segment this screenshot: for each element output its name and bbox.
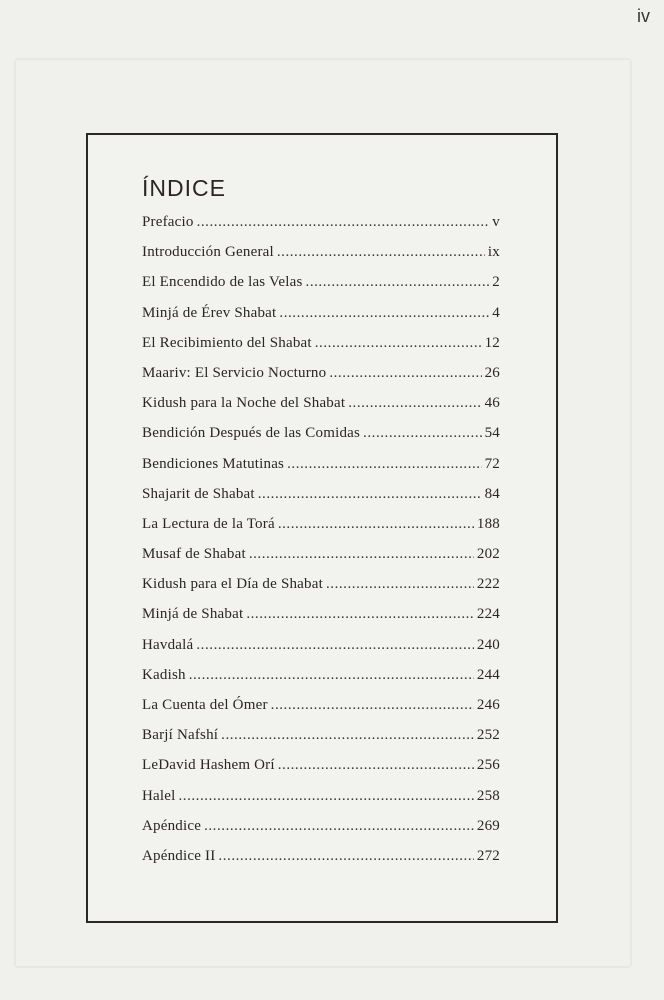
toc-entry <box>142 214 500 244</box>
toc-entry-page: 12 <box>484 334 500 351</box>
toc-entry <box>142 244 500 274</box>
dot-leader <box>315 335 482 352</box>
toc-entry <box>142 818 500 848</box>
toc-entry-page: 202 <box>476 546 500 563</box>
toc-entry <box>142 848 500 878</box>
toc-entry-title: Bendiciones Matutinas <box>142 455 285 472</box>
toc-entry <box>142 335 500 365</box>
toc-entry-page: 272 <box>476 847 500 864</box>
toc-entry-title: La Cuenta del Ómer <box>142 697 268 713</box>
toc-title: ÍNDICE <box>142 175 226 201</box>
toc-entry-page: 222 <box>476 576 500 593</box>
toc-entry <box>142 788 500 818</box>
dot-leader <box>278 516 474 533</box>
dot-leader <box>271 697 474 714</box>
toc-entry-title: Minjá de Érev Shabat <box>142 304 277 321</box>
toc-entry <box>142 757 500 787</box>
toc-entry-title: Shajarit de Shabat <box>142 485 255 502</box>
toc-entry <box>142 456 500 486</box>
dot-leader <box>306 274 490 291</box>
dot-leader <box>348 395 481 412</box>
toc-entry-title: La Lectura de la Torá <box>142 515 275 532</box>
toc-entry-title: Halel <box>142 787 176 804</box>
toc-entry-page: 256 <box>476 757 500 774</box>
dot-leader <box>178 788 473 805</box>
toc-entry-title: Prefacio <box>142 214 194 230</box>
dot-leader <box>218 848 473 865</box>
toc-entry-title: Kadish <box>142 666 186 683</box>
toc-entry <box>142 727 500 757</box>
toc-entry-page: 46 <box>484 395 500 412</box>
toc-entry-title: Apéndice <box>142 817 202 834</box>
page-number: iv <box>637 6 650 26</box>
toc-entry-title: Bendición Después de las Comidas <box>142 425 361 442</box>
toc-entry <box>142 305 500 335</box>
toc-entry-page: 246 <box>476 697 500 713</box>
toc-entry-title: Kidush para la Noche del Shabat <box>142 395 346 412</box>
dot-leader <box>363 425 482 442</box>
toc-entry-page: 4 <box>492 304 500 321</box>
toc-entry-title: Introducción General <box>142 244 274 261</box>
toc-entry <box>142 486 500 516</box>
toc-entry <box>142 395 500 425</box>
toc-entry-page: 240 <box>476 636 500 653</box>
toc-entry-page: v <box>492 214 500 230</box>
toc-entry-title: Kidush para el Día de Shabat <box>142 576 323 593</box>
toc-entry-page: 54 <box>484 425 500 442</box>
toc-entry <box>142 365 500 395</box>
toc-entry <box>142 606 500 636</box>
toc-entry-page: 244 <box>476 666 500 683</box>
dot-leader <box>204 818 474 835</box>
toc-entry-page: 269 <box>476 817 500 834</box>
dot-leader <box>196 637 474 654</box>
dot-leader <box>189 667 474 684</box>
toc-entry-page: ix <box>487 244 500 261</box>
toc-entry-title: Apéndice II <box>142 847 216 864</box>
toc-entry <box>142 516 500 546</box>
dot-leader <box>258 486 482 503</box>
dot-leader <box>278 757 474 774</box>
dot-leader <box>249 546 474 563</box>
toc-entry-title: Barjí Nafshí <box>142 727 219 744</box>
dot-leader <box>287 456 482 473</box>
toc-entry <box>142 667 500 697</box>
table-of-contents-box <box>86 133 558 923</box>
toc-entry-page: 252 <box>476 727 500 744</box>
toc-entry-title: Minjá de Shabat <box>142 606 244 623</box>
dot-leader <box>326 576 474 593</box>
toc-entry <box>142 425 500 455</box>
toc-entry <box>142 546 500 576</box>
toc-entry-page: 258 <box>476 787 500 804</box>
dot-leader <box>246 606 474 623</box>
toc-entry-page: 224 <box>476 606 500 623</box>
toc-entry <box>142 637 500 667</box>
toc-entry-title: El Recibimiento del Shabat <box>142 334 312 351</box>
toc-entry-title: Havdalá <box>142 636 194 653</box>
toc-entry <box>142 576 500 606</box>
toc-entry-page: 84 <box>484 485 500 502</box>
toc-entry <box>142 697 500 727</box>
toc-list <box>142 214 500 878</box>
toc-entry-page: 26 <box>484 364 500 381</box>
toc-entry-page: 2 <box>492 274 500 291</box>
toc-entry-title: Maariv: El Servicio Nocturno <box>142 364 327 381</box>
dot-leader <box>277 244 485 261</box>
toc-entry-title: Musaf de Shabat <box>142 546 246 563</box>
dot-leader <box>221 727 474 744</box>
dot-leader <box>279 305 489 322</box>
toc-entry-page: 188 <box>476 515 500 532</box>
dot-leader <box>197 214 490 231</box>
toc-entry <box>142 274 500 304</box>
toc-entry-title: LeDavid Hashem Orí <box>142 757 275 774</box>
toc-entry-title: El Encendido de las Velas <box>142 274 303 291</box>
dot-leader <box>329 365 481 382</box>
toc-entry-page: 72 <box>484 455 500 472</box>
